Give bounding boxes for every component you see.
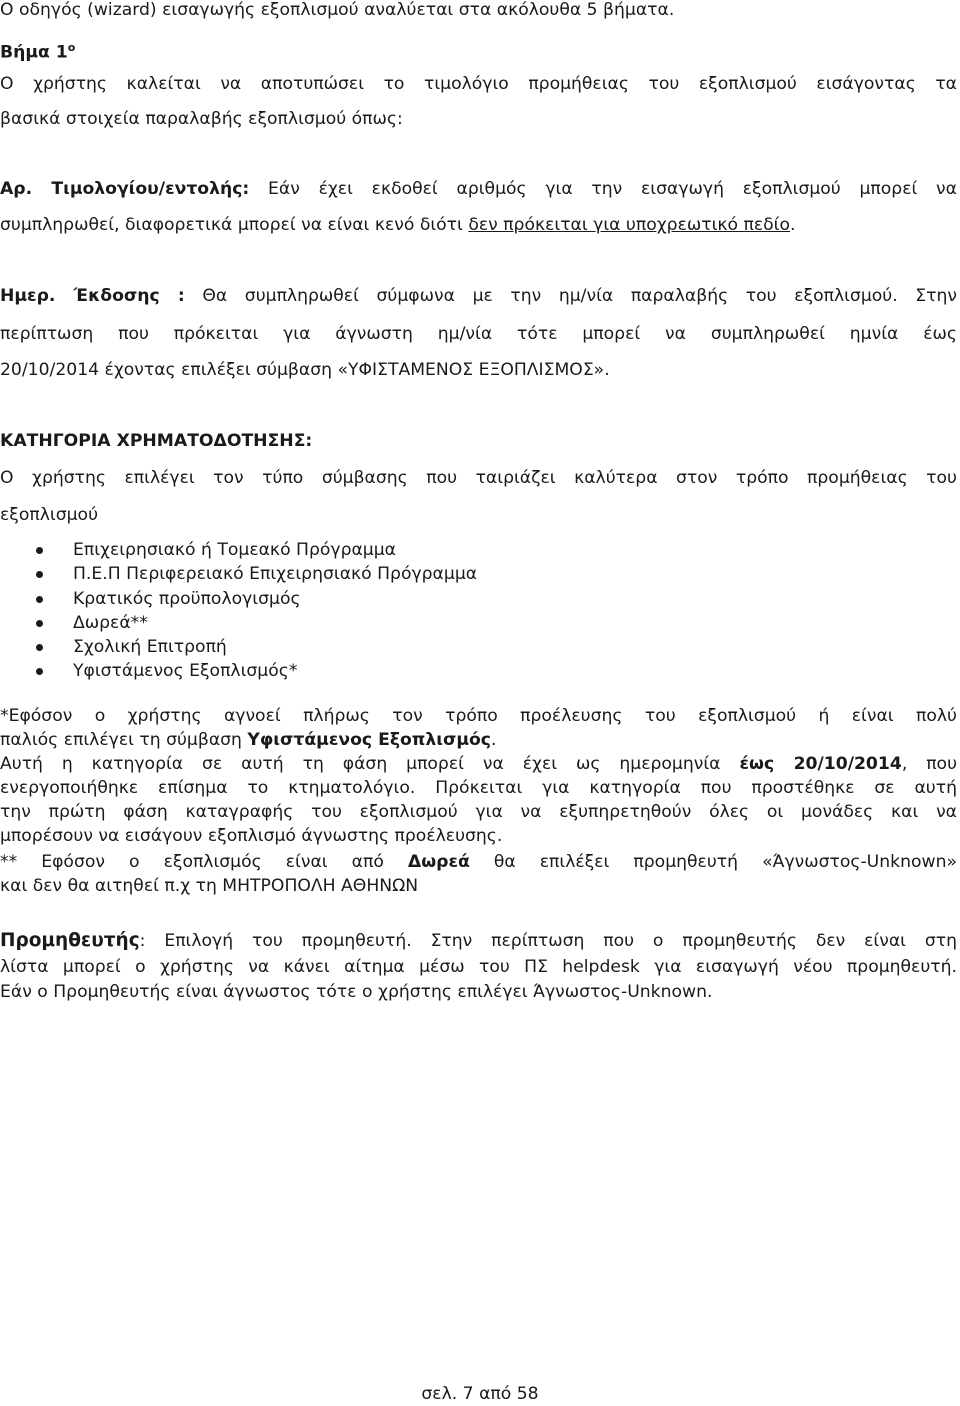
category-heading: ΚΑΤΗΓΟΡΙΑ ΧΡΗΜΑΤΟΔΟΤΗΣΗΣ: [0, 431, 313, 451]
bullet-icon [36, 668, 43, 675]
intro-text [0, 0, 957, 24]
note-3-text: ** Εφόσον ο εξοπλισμός είναι από [0, 852, 408, 872]
step-heading [0, 34, 957, 67]
issue-date-line-2: περίπτωση που πρόκειται για άγνωστη ημ/νία τότε μπορεί να συμπληρωθεί ημνία έως [0, 324, 957, 344]
list-item-text: Κρατικός προϋπολογισμός [73, 589, 301, 609]
note-2-line-2: ενεργοποιήθηκε επίσημα το κτηματολόγιο. Πρόκειται για κατηγορία που προστέθηκε σε αυτή [0, 778, 957, 798]
note-2-text-end: , που [901, 754, 958, 774]
intro-text-content: Ο οδηγός (wizard) εισαγωγής εξοπλισμού αναλύεται στα ακόλουθα 5 βήματα. [0, 0, 675, 20]
bullet-icon [36, 596, 43, 603]
issue-date-text: Θα συμπληρωθεί σύμφωνα με την ημ/νία παραλαβής του εξοπλισμού. Στην [184, 286, 957, 306]
note-3-text-end: θα επιλέξει προμηθευτή «Άγνωστος-Unknown» [469, 852, 957, 872]
step-label: Βήμα 1 [0, 42, 68, 63]
note-2-line-1 [0, 752, 957, 776]
bullet-icon [36, 620, 43, 627]
supplier-line-2: λίστα μπορεί ο χρήστης να κάνει αίτημα μέσω του ΠΣ helpdesk για εισαγωγή νέου προμηθευτή. [0, 957, 957, 977]
supplier-label: Προμηθευτής [0, 930, 140, 951]
note-2-line-4: μπορέσουν να εισάγουν εξοπλισμό άγνωστης προέλευσης. [0, 826, 503, 846]
step-description-line-2: βασικά στοιχεία παραλαβής εξοπλισμού όπως: [0, 109, 403, 129]
note-1-period: . [490, 730, 497, 750]
issue-date-line-3: 20/10/2014 έχοντας επιλέξει σύμβαση «ΥΦΙΣΤΑΜΕΝΟΣ ΕΞΟΠΛΙΣΜΟΣ». [0, 360, 610, 380]
bullet-icon [36, 644, 43, 651]
existing-equipment-term: Υφιστάμενος Εξοπλισμός [247, 730, 491, 750]
bullet-icon [36, 547, 43, 554]
optional-field-note: δεν πρόκειται για υποχρεωτικό πεδίο [468, 215, 791, 235]
issue-date-label: Ημερ. Έκδοσης : [0, 286, 185, 306]
bullet-icon [36, 571, 43, 578]
invoice-field-line-1 [0, 175, 957, 203]
category-description-line-2: εξοπλισμού [0, 505, 99, 525]
issue-date-line-1 [0, 282, 957, 310]
invoice-field-text-2: συμπληρωθεί, διαφορετικά μπορεί να είναι κενό διότι [0, 215, 469, 235]
note-2-line-3: την πρώτη φάση καταγραφής του εξοπλισμού για να εξυπηρετηθούν όλες οι μονάδες και να [0, 802, 957, 822]
donation-term: Δωρεά [407, 852, 470, 872]
list-item-text: Π.Ε.Π Περιφερειακό Επιχειρησιακό Πρόγραμμα [73, 564, 478, 584]
note-1-text: παλιός επιλέγει τη σύμβαση [0, 730, 248, 750]
list-item-text: Σχολική Επιτροπή [73, 637, 227, 657]
supplier-line-1 [0, 929, 957, 953]
date-limit: έως 20/10/2014 [739, 754, 902, 774]
note-1-line-2 [0, 728, 957, 752]
invoice-field-period: . [790, 215, 796, 235]
note-3-line-2: και δεν θα αιτηθεί π.χ τη ΜΗΤΡΟΠΟΛΗ ΑΘΗΝΩΝ [0, 876, 419, 896]
category-description-line-1: Ο χρήστης επιλέγει τον τύπο σύμβασης που ταιριάζει καλύτερα στον τρόπο προμήθειας του [0, 468, 957, 488]
list-item-text: Δωρεά** [73, 613, 148, 633]
page-number: σελ. 7 από 58 [421, 1384, 539, 1404]
note-2-text: Αυτή η κατηγορία σε αυτή τη φάση μπορεί να έχει ως ημερομηνία [0, 754, 740, 774]
step-superscript: ο [67, 41, 76, 54]
supplier-line-3: Εάν ο Προμηθευτής είναι άγνωστος τότε ο χρήστης επιλέγει Άγνωστος-Unknown. [0, 982, 713, 1002]
invoice-field-line-2 [0, 211, 957, 239]
note-3-line-1 [0, 850, 957, 874]
invoice-field-label: Αρ. Τιμολογίου/εντολής: [0, 179, 250, 199]
supplier-text: : Επιλογή του προμηθευτή. Στην περίπτωση που ο προμηθευτής δεν είναι στη [139, 931, 957, 951]
note-1-line-1: *Εφόσον ο χρήστης αγνοεί πλήρως τον τρόπο προέλευσης του εξοπλισμού ή είναι πολύ [0, 706, 957, 726]
invoice-field-text: Εάν έχει εκδοθεί αριθμός για την εισαγωγή εξοπλισμού μπορεί να [249, 179, 957, 199]
list-item-text: Υφιστάμενος Εξοπλισμός* [73, 661, 298, 681]
list-item-text: Επιχειρησιακό ή Τομεακό Πρόγραμμα [73, 540, 397, 560]
step-description-line-1: Ο χρήστης καλείται να αποτυπώσει το τιμολόγιο προμήθειας του εξοπλισμού εισάγοντας τα [0, 74, 957, 94]
